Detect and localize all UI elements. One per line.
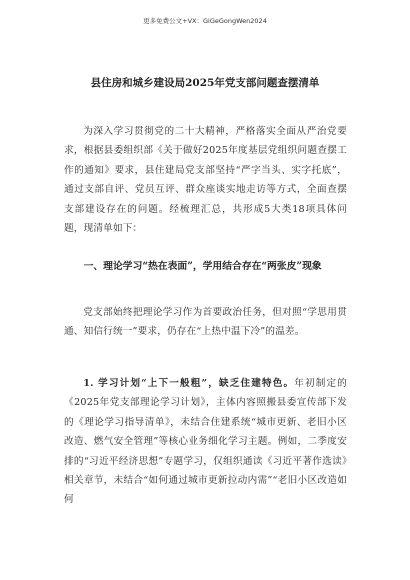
section-heading-1: 一、理论学习“热在表面”，学用结合存在“两张皮”现象 [83, 261, 322, 272]
item-1-paragraph [64, 374, 347, 510]
document-title: 县住房和城乡建设局2025年党支部问题查摆清单 [90, 77, 320, 89]
header-note: 更多免费公文+VX：GiGeGongWen2024 [143, 17, 267, 25]
item-1-lead: 1. 学习计划“上下一般粗”，缺乏住建特色。 [83, 378, 295, 389]
item-1-body: 年初制定的《2025年党支部理论学习计划》，主体内容照搬县委宣传部下发的《理论学习指导清单》，未结合住建系统“城市更新、老旧小区改造、燃气安全管理”等核心业务细化学习主题。例如，二季度安排的“习近平经济思想”专题学习，仅组织通读《习近平著作选读》相关章节，未结合“如何通过城市更新拉动内需”“老旧小区改造如何 [64, 378, 347, 506]
intro-paragraph: 为深入学习贯彻党的二十大精神，严格落实全面从严治党要求，根据县委组织部《关于做好2025年度基层党组织问题查摆工作的通知》要求，县住建局党支部坚持“严字当头、实字托底”，通过支部自评、党员互评、群众座谈实地走访等方式，全面查摆支部建设存在的问题。经梳理汇总，共形成5大类18项具体问题，现清单如下： [64, 126, 347, 235]
section-1-paragraph: 党支部始终把理论学习作为首要政治任务，但对照“学思用贯通、知信行统一”要求，仍存在“上热中温下冷”的温差。 [64, 307, 347, 338]
